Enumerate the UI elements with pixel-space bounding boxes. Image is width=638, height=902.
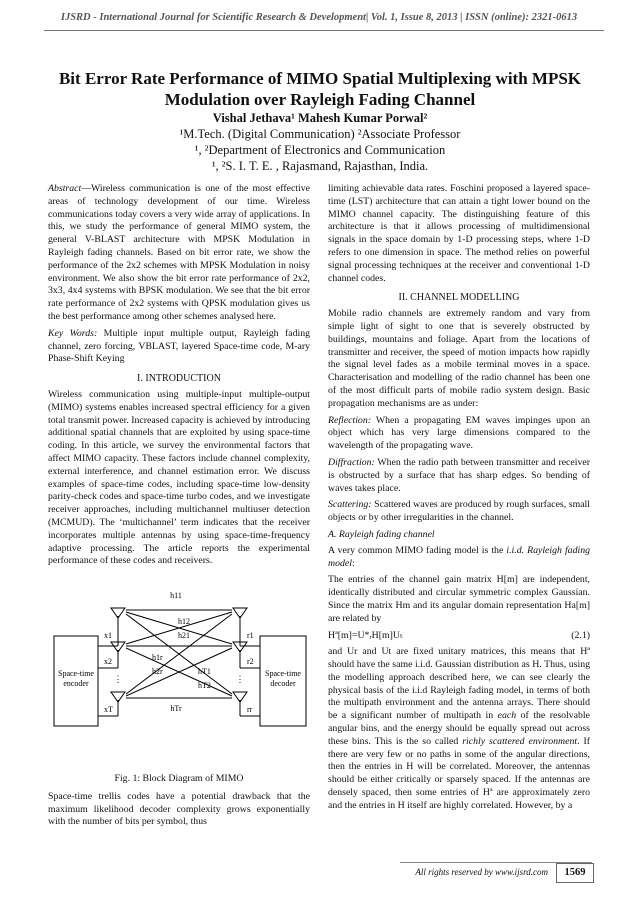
abstract [48, 183, 310, 324]
label-h21: h21 [178, 631, 190, 641]
page-footer [0, 862, 638, 886]
channel-paragraph: Mobile radio channels are extremely random and vary from simple light of sight to one that is severely obstructed by buildings, mountains and foliage. Apart from the locations of transmitter and receiver, the speed of motion impacts how rapidly the signal level fades as a mobile terminal moves in a space. Characterisation and modelling of the radio channel has been one of the most difficult parts of mobile radio system design. Basic propagation mechanisms are as under: [328, 308, 590, 409]
reflection-paragraph [328, 415, 590, 453]
footer-text: All rights reserved by www.ijsrd.com [415, 867, 548, 877]
label-x1: x1 [104, 631, 112, 641]
rayleigh-heading: A. Rayleigh fading channel [328, 528, 435, 540]
author-names: Vishal Jethava¹ Mahesh Kumar Porwal² [212, 111, 428, 125]
keywords [48, 328, 310, 366]
rayleigh-p1-italic: i.i.d. Rayleigh fading model [328, 544, 590, 569]
rayleigh-p1-pre: A very common MIMO fading model is the [328, 544, 507, 556]
scattering-paragraph [328, 499, 590, 525]
label-hTr: hTr [170, 704, 182, 714]
rayleigh-paragraph-3 [328, 646, 590, 812]
equation: Hª[m]=U*ᵣH[m]Uₜ [328, 629, 403, 641]
journal-header: IJSRD - International Journal for Scientific Research & Development| Vol. 1, Issue 8, 2013 | ISSN (online): 2321-0613 [60, 12, 578, 23]
label-hT1: hT1 [198, 667, 211, 677]
label-rr: rr [247, 705, 253, 715]
left-column [48, 183, 310, 833]
label-h2r: h2r [152, 667, 163, 677]
left-tail-paragraph: Space-time trellis codes have a potential drawback that the maximum likelihood decoder complexity grows exponentially with the number of bits per symbol, thus [48, 790, 310, 828]
author-affiliation-1: ¹M.Tech. (Digital Communication) ²Associate Professor [179, 127, 461, 141]
intro-paragraph: Wireless communication using multiple-input multiple-output (MIMO) systems enables increased spectral efficiency for a given total transmit power. Increased capacity is achieved by introducing additional spatial channels that are exploited by using space-time coding. In this article, we survey the environmental factors that affect MIMO capacity. These factors include channel complexity, external interference, and channel estimation error. We discuss examples of space-time codes, including space-time low-density parity-check codes and space-time turbo codes, and we investigate receiver approaches, including multichannel multiuser detection (MCMUD). The ‘multichannel’ term indicates that the receiver incorporates multiple antennas by using space-time-frequency adaptive processing. The article reports the experimental performance of these codes and receivers. [48, 388, 310, 567]
scattering-text: Scattered waves are produced by rough surfaces, small objects or by other irregularities in the channel. [328, 499, 590, 524]
header-rule [44, 30, 604, 31]
encoder-label-1: Space-time [58, 669, 94, 679]
rayleigh-p1-post: : [351, 557, 355, 569]
label-h12: h12 [178, 617, 190, 627]
rayleigh-p3-italic-1: each [497, 710, 517, 722]
rayleigh-p3-italic-2: richly scattered environment [462, 735, 578, 747]
intro-heading: I. INTRODUCTION [137, 373, 221, 385]
keywords-label: Key Words: [48, 327, 98, 339]
equation-number: (2.1) [571, 629, 590, 641]
diffraction-text: When the radio path between transmitter and receiver is obstructed by a surface that has sharp edges. So bending of waves takes place. [328, 456, 590, 494]
reflection-label: Reflection: [328, 414, 371, 426]
author-affiliation-3: ¹, ²S. I. T. E. , Rajasmand, Rajasthan, India. [211, 159, 429, 173]
abstract-label: Abstract [48, 183, 82, 194]
rayleigh-p3a: and Ur and Ut are fixed unitary matrices, this means that Hª should have the same i.i.d. Gaussian distribution as H. Thus, using the modelling approach described here, we can see clearly the physical basis of the i.i.d Rayleigh fading model, in terms of both the multipath environment and the antenna arrays. There should be a significant number of multipath in [328, 646, 590, 722]
mimo-block-diagram [48, 576, 310, 766]
author-block [30, 110, 610, 174]
keywords-text: Multiple input multiple output, Rayleigh fading channel, zero forcing, VBLAST, layered Space-time code, M-ary Phase-Shift Keying [48, 327, 311, 365]
rayleigh-paragraph-1 [328, 545, 590, 571]
encoder-label-2: encoder [63, 679, 89, 689]
decoder-label-1: Space-time [265, 669, 301, 679]
abstract-text: —Wireless communication is one of the most effective areas of technology development of our time. Wireless communications today covers a very wide array of applications. In this, we study the performance of general MIMO system, the general V-BLAST architecture with MPSK Modulation in Rayleigh fading channels. Based on bit error rate, we show the performance of the 2x2 schemes with MPSK Modulation in noisy environment. We also show the bit error rate performance of 2x2, 3x3, 4x4 systems with BPSK modulation. We see that the bit error rate performance of 2x2 systems with QPSK modulation gives us the best performance among other schemes analysed here. [48, 183, 310, 322]
label-h11: h11 [170, 591, 182, 601]
right-lead-paragraph: limiting achievable data rates. Foschini proposed a layered space-time (LST) architecture that can attain a tight lower bound on the MIMO channel capacity. The distinguishing feature of this architecture is that it allows processing of multidimensional signals in the space domain by 1-D processing steps, where 1-D refers to one dimension in space. The method relies on powerful signal processing techniques at the receiver and conventional 1-D channel codes. [328, 183, 590, 284]
diffraction-label: Diffraction: [328, 456, 375, 468]
reflection-text: When a propagating EM waves impinges upon an object which has very large dimensions compared to the wavelength of the propagating wave. [328, 414, 590, 452]
diffraction-paragraph [328, 457, 590, 495]
label-x2: x2 [104, 657, 112, 667]
author-affiliation-2: ¹, ²Department of Electronics and Communication [194, 143, 446, 157]
label-hT2: hT2 [198, 681, 211, 691]
page-number: 1569 [556, 863, 594, 883]
figure-caption: Fig. 1: Block Diagram of MIMO [114, 772, 244, 784]
rayleigh-paragraph-2: The entries of the channel gain matrix H[m] are independent, identically distributed and circular symmetric complex Gaussian. Since the matrix Hm and its angular domain representation Ha[m] are related by [328, 574, 590, 624]
channel-heading: II. CHANNEL MODELLING [398, 292, 520, 304]
rx-dots: ⋮ [235, 674, 245, 685]
decoder-label-2: decoder [270, 679, 296, 689]
equation-row [328, 630, 590, 643]
label-xT: xT [104, 705, 113, 715]
rayleigh-p3b: of the resolvable angular bins, and the energy should be equally spread out across these bins. This is the so called [328, 710, 590, 747]
tx-dots: ⋮ [113, 674, 123, 685]
right-column [328, 183, 590, 817]
rayleigh-p3c: . If there are very few or no paths in some of the angular directions, then the entries in H will be correlated. Moreover, the antennas should be either critically or sparsely spaced. If the antennas are densely spaced, then some entries of Hª are approximately zero and the entries in H itself are highly correlated. However, by a [328, 735, 590, 811]
scattering-label: Scattering: [328, 499, 372, 511]
paper-title: Bit Error Rate Performance of MIMO Spatial Multiplexing with MPSK Modulation over Rayleigh Fading Channel [58, 69, 582, 109]
label-r2: r2 [247, 657, 254, 667]
label-r1: r1 [247, 631, 254, 641]
label-h1r: h1r [152, 653, 163, 663]
